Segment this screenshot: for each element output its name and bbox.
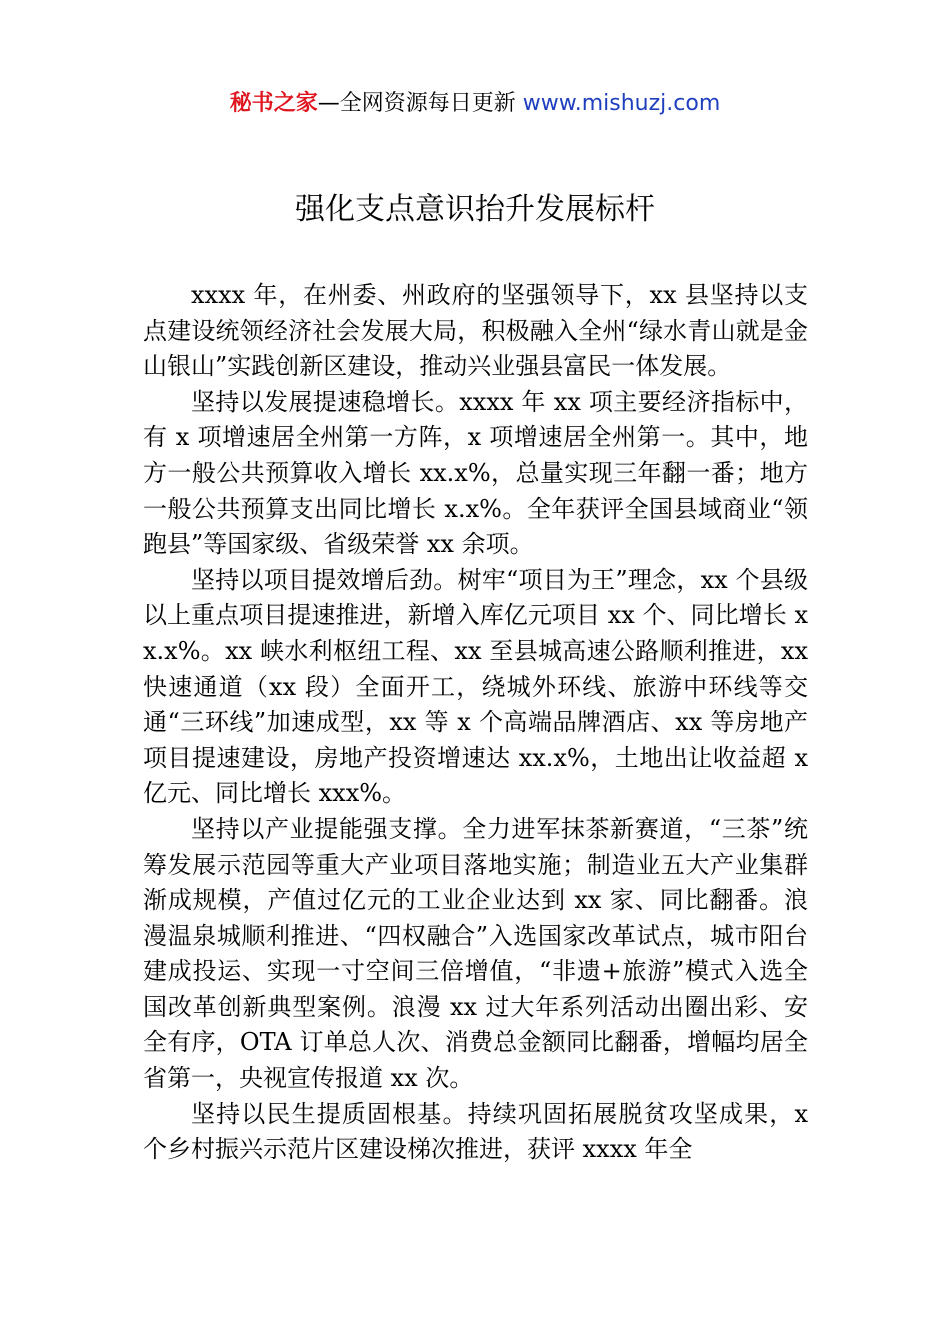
paragraph-growth: 坚持以发展提速稳增长。xxxx 年 xx 项主要经济指标中，有 x 项增速居全州第一方阵，x 项增速居全州第一。其中，地方一般公共预算收入增长 xx.x%，总量实现三年翻一番；地方一般公共预算支出同比增长 x.x%。全年获评全国县域商业“领跑县”等国家级、省级荣誉 xx 余项。 xyxy=(143,387,808,559)
paragraph-projects: 坚持以项目提效增后劲。树牢“项目为王”理念，xx 个县级以上重点项目提速推进，新增入库亿元项目 xx 个、同比增长 xx.x%。xx 峡水利枢纽工程、xx 至县城高速公路顺利推进，xx 快速通道（xx 段）全面开工，绕城外环线、旅游中环线等交通“三环线”加速成型，xx 等 x 个高端品牌酒店、xx 等房地产项目提速建设，房地产投资增速达 xx.x%，土地出让收益超 x 亿元、同比增长 xxx%。 xyxy=(143,565,808,808)
paragraph-industry: 坚持以产业提能强支撑。全力进军抹茶新赛道，“三茶”统筹发展示范园等重大产业项目落地实施；制造业五大产业集群渐成规模，产值过亿元的工业企业达到 xx 家、同比翻番。浪漫温泉城顺利推进、“四权融合”入选国家改革试点，城市阳台建成投运、实现一寸空间三倍增值，“非遗+旅游”模式入选全国改革创新典型案例。浪漫 xx 过大年系列活动出圈出彩、安全有序，OTA 订单总人次、消费总金额同比翻番，增幅均居全省第一，央视宣传报道 xx 次。 xyxy=(143,814,808,1093)
website-link[interactable]: www.mishuzj.com xyxy=(522,91,721,116)
page-header xyxy=(0,88,950,120)
header-tagline: —全网资源每日更新 xyxy=(317,91,523,116)
document-title: 强化支点意识抬升发展标杆 xyxy=(295,192,655,227)
brand-name: 秘书之家 xyxy=(229,91,318,116)
paragraph-livelihood: 坚持以民生提质固根基。持续巩固拓展脱贫攻坚成果，x 个乡村振兴示范片区建设梯次推进，获评 xxxx 年全 xyxy=(143,1099,808,1164)
paragraph-intro: xxxx 年，在州委、州政府的坚强领导下，xx 县坚持以支点建设统领经济社会发展大局，积极融入全州“绿水青山就是金山银山”实践创新区建设，推动兴业强县富民一体发展。 xyxy=(143,281,808,381)
document-body xyxy=(143,278,808,1168)
